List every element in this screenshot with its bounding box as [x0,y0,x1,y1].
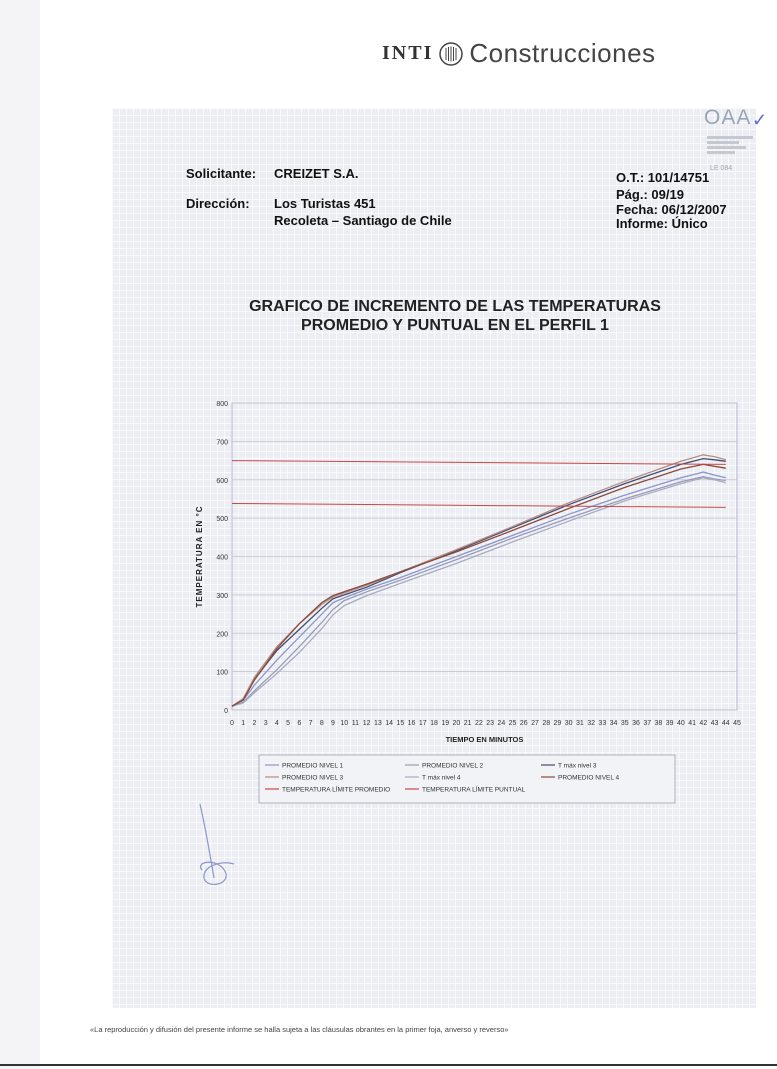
chart-title [170,297,740,335]
x-tick-label: 32 [587,720,596,727]
x-tick-label: 27 [531,720,539,727]
series-line [232,459,726,707]
ot-number: O.T.: 101/14751 [616,170,710,185]
x-tick-label: 7 [308,720,313,727]
x-tick-label: 33 [598,720,607,727]
inti-seal-icon [439,42,463,66]
direccion-line-1: Los Turistas 451 [274,196,376,211]
bottom-rule [0,1064,777,1066]
y-tick-label: 600 [216,477,228,485]
series-line [232,461,726,465]
x-tick-label: 6 [297,720,302,727]
x-tick-label: 44 [721,720,730,727]
y-tick-label: 800 [216,401,228,408]
x-tick-label: 26 [519,720,528,727]
x-tick-label: 10 [340,720,349,727]
legend-label: TEMPERATURA LÍMITE PROMEDIO [282,786,391,794]
y-tick-label: 500 [216,516,228,524]
x-tick-label: 9 [331,720,335,727]
direccion-label: Dirección: [186,196,250,211]
report-type: Informe: Único [616,216,708,231]
x-tick-label: 42 [699,720,708,727]
x-tick-label: 35 [620,720,629,727]
x-tick-label: 14 [385,720,394,727]
series-line [232,464,726,706]
x-tick-label: 45 [733,720,741,727]
x-tick-label: 12 [362,720,371,727]
x-tick-label: 21 [463,720,472,727]
x-tick-label: 11 [351,720,360,727]
page-number: Pág.: 09/19 [616,187,684,202]
solicitante-value: CREIZET S.A. [274,166,359,181]
legend-label: PROMEDIO NIVEL 3 [282,774,344,782]
x-tick-label: 18 [430,720,438,727]
direccion-line-2: Recoleta – Santiago de Chile [274,213,452,228]
y-tick-label: 400 [216,554,228,562]
x-tick-label: 19 [441,720,450,727]
solicitante-label: Solicitante: [186,166,257,181]
x-tick-label: 28 [542,720,551,727]
logo-construcciones-text: Construcciones [469,38,656,68]
inti-logo [382,38,656,69]
oaa-small-print [707,134,753,156]
x-tick-label: 17 [418,720,427,727]
x-tick-label: 37 [643,720,652,727]
x-tick-label: 20 [452,720,461,727]
y-tick-label: 300 [216,592,228,600]
y-tick-label: 0 [224,708,228,715]
x-tick-label: 1 [241,720,246,727]
legend-label: PROMEDIO NIVEL 4 [558,774,620,782]
chart-title-line-1: GRAFICO DE INCREMENTO DE LAS TEMPERATURAS [249,298,661,315]
x-tick-label: 16 [407,720,416,727]
y-tick-label: 700 [216,439,228,447]
report-date: Fecha: 06/12/2007 [616,202,727,217]
x-tick-label: 43 [710,720,719,727]
x-tick-label: 24 [497,720,506,727]
chart-title-line-2: PROMEDIO Y PUNTUAL EN EL PERFIL 1 [301,317,609,334]
scan-margin [0,0,40,1069]
y-tick-label: 200 [216,631,228,639]
x-tick-label: 34 [609,720,618,727]
legend-label: T máx nivel 3 [558,762,597,770]
x-tick-label: 4 [274,720,279,727]
x-tick-label: 38 [654,720,663,727]
y-tick-label: 100 [216,669,228,677]
x-tick-label: 3 [263,720,268,727]
x-tick-label: 41 [688,720,697,727]
x-axis-label: TIEMPO EN MINUTOS [445,735,524,744]
logo-inti-text: INTI [382,42,434,64]
footer-note: «La reproducción y difusión del presente informe se halla sujeta a las cláusulas obrantes en la primer foja, anverso y reverso» [90,1025,509,1034]
x-tick-label: 23 [486,720,495,727]
x-tick-label: 31 [575,720,584,727]
signature [192,800,252,890]
temperature-chart [180,390,740,810]
legend-label: T máx nivel 4 [422,774,461,782]
x-tick-label: 13 [373,720,382,727]
x-tick-label: 15 [396,720,405,727]
x-tick-label: 8 [319,720,324,727]
legend-label: PROMEDIO NIVEL 2 [422,762,484,770]
oaa-logo: OAA [704,106,752,129]
x-tick-label: 29 [553,720,562,727]
x-tick-label: 2 [252,720,257,727]
accreditation-number: LE 084 [710,165,733,172]
x-tick-label: 36 [632,720,640,727]
x-tick-label: 0 [230,720,234,727]
x-tick-label: 25 [508,720,517,727]
legend-label: PROMEDIO NIVEL 1 [282,762,344,770]
x-tick-label: 5 [286,720,291,727]
x-tick-label: 22 [474,720,483,727]
series-line [232,504,726,508]
legend-label: TEMPERATURA LÍMITE PUNTUAL [422,786,526,794]
x-tick-label: 39 [665,720,674,727]
x-tick-label: 30 [564,720,573,727]
x-tick-label: 40 [676,720,685,727]
y-axis-label: TEMPERATURA EN °C [195,505,204,608]
check-mark-icon: ✓ [752,110,768,130]
